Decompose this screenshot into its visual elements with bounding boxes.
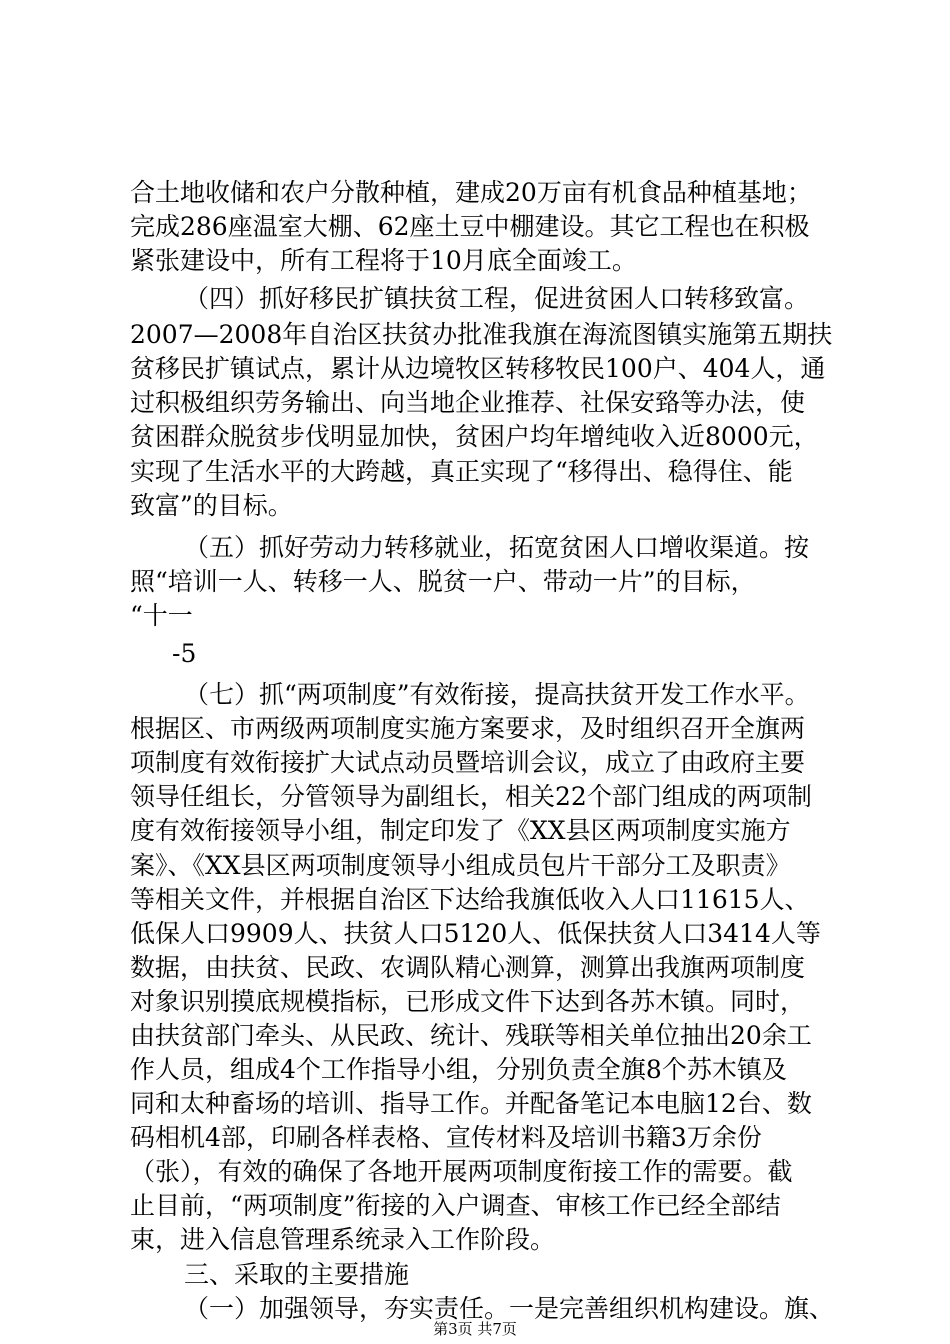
text-line: “十一 (130, 601, 193, 630)
paragraph-heading-1: （一）加强领导，夯实责任。一是完善组织机构建设。旗、 (184, 1294, 835, 1323)
paragraph-heading-5: （五）抓好劳动力转移就业，拓宽贫困人口增收渠道。按 (184, 533, 810, 562)
text-line: 等相关文件，并根据自治区下达给我旗低收入人口11615人、 (130, 885, 810, 914)
text-line: 同和太种畜场的培训、指导工作。并配备笔记本电脑12台、数 (130, 1089, 812, 1118)
page-footer: 第3页 共7页 (433, 1320, 517, 1338)
text-line: 低保人口9909人、扶贫人口5120人、低保扶贫人口3414人等 (130, 919, 821, 948)
text-line: 码相机4部，印刷各样表格、宣传材料及培训书籍3万余份 (130, 1123, 762, 1152)
text-line: 领导任组长，分管领导为副组长，相关22个部门组成的两项制 (130, 782, 812, 811)
text-line: 止目前，“两项制度”衔接的入户调查、审核工作已经全部结 (130, 1191, 781, 1220)
text-line: 作人员，组成4个工作指导小组，分别负责全旗8个苏木镇及 (130, 1055, 787, 1084)
text-line: 贫移民扩镇试点，累计从边境牧区转移牧民100户、404人，通 (130, 354, 826, 383)
paragraph-heading-4: （四）抓好移民扩镇扶贫工程，促进贫困人口转移致富。 (184, 284, 810, 313)
paragraph-heading-7: （七）抓“两项制度”有效衔接，提高扶贫开发工作水平。 (184, 680, 810, 709)
text-line: 项制度有效衔接扩大试点动员暨培训会议，成立了由政府主要 (130, 748, 806, 777)
text-line: 过积极组织劳务输出、向当地企业推荐、社保安臵等办法，使 (130, 388, 806, 417)
text-line: 由扶贫部门牵头、从民政、统计、残联等相关单位抽出20余工 (130, 1021, 812, 1050)
text-line: 案》、《XX县区两项制度领导小组成员包片干部分工及职责》 (130, 851, 791, 880)
text-line: 数据，由扶贫、民政、农调队精心测算，测算出我旗两项制度 (130, 953, 806, 982)
text-line: 合土地收储和农户分散种植，建成20万亩有机食品种植基地； (130, 178, 812, 207)
section-heading: 三、采取的主要措施 (184, 1260, 410, 1289)
text-line: 根据区、市两级两项制度实施方案要求，及时组织召开全旗两 (130, 714, 806, 743)
text-line: 紧张建设中，所有工程将于10月底全面竣工。 (130, 246, 637, 275)
text-line: （张），有效的确保了各地开展两项制度衔接工作的需要。截 (130, 1157, 793, 1186)
text-line: 贫困群众脱贫步伐明显加快，贫困户均年增纯收入近8000元， (130, 422, 819, 451)
text-line: 实现了生活水平的大跨越，真正实现了“移得出、稳得住、能 (130, 457, 793, 486)
text-line: 2007—2008年自治区扶贫办批准我旗在海流图镇实施第五期扶 (130, 320, 833, 349)
text-line: 完成286座温室大棚、62座土豆中棚建设。其它工程也在积极 (130, 212, 810, 241)
text-line: 束，进入信息管理系统录入工作阶段。 (130, 1225, 556, 1254)
text-line: 致富”的目标。 (130, 491, 293, 520)
text-line: 对象识别摸底规模指标，已形成文件下达到各苏木镇。同时， (130, 987, 806, 1016)
text-line: -5 (172, 639, 197, 668)
text-line: 度有效衔接领导小组，制定印发了《XX县区两项制度实施方 (130, 816, 791, 845)
text-line: 照“培训一人、转移一人、脱贫一户、带动一片”的目标， (130, 567, 756, 596)
